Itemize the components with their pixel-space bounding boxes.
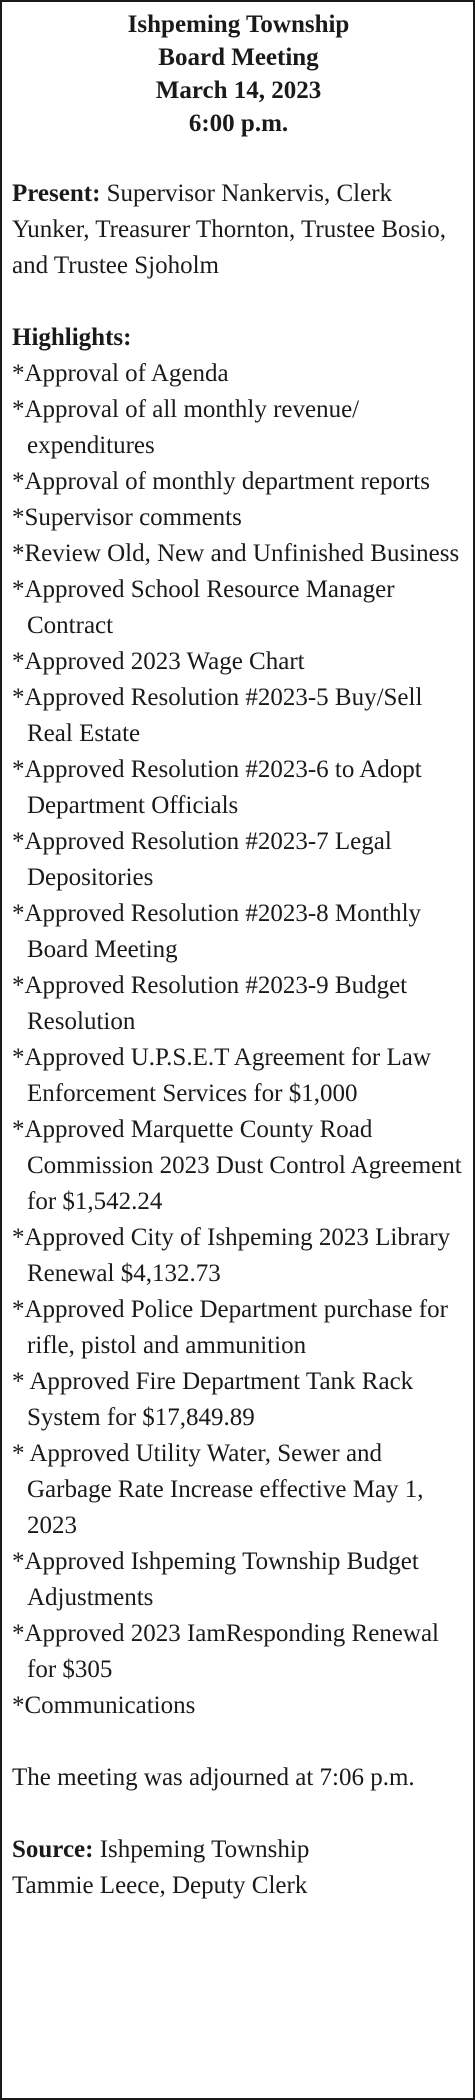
list-item: *Approval of all monthly revenue/ expenditures — [12, 396, 360, 459]
list-item: *Approval of monthly department reports — [12, 468, 430, 495]
list-item: *Review Old, New and Unfinished Business — [12, 540, 460, 567]
list-item: * Approved Utility Water, Sewer and Garbage Rate Increase effective May 1, 2023 — [12, 1440, 424, 1539]
list-item: *Approved Resolution #2023-7 Legal Depositories — [12, 828, 392, 891]
list-item: *Approved Resolution #2023-5 Buy/Sell Real Estate — [12, 684, 423, 747]
spacer — [12, 140, 465, 176]
list-item: *Approved School Resource Manager Contract — [12, 576, 395, 639]
list-item: *Approval of Agenda — [12, 360, 229, 387]
adjourned-text: The meeting was adjourned at 7:06 p.m. — [12, 1764, 415, 1791]
list-item: *Approved 2023 Wage Chart — [12, 648, 305, 675]
present-text: Supervisor Nankervis, Clerk Yunker, Treasurer Thornton, Trustee Bosio, and Trustee Sjoholm — [12, 180, 446, 279]
header-meeting-type: Board Meeting — [158, 44, 319, 71]
list-item: *Approved Resolution #2023-9 Budget Resolution — [12, 972, 408, 1035]
header-time: 6:00 p.m. — [188, 110, 289, 137]
spacer — [12, 1724, 465, 1760]
list-item: *Approved Police Department purchase for rifle, pistol and ammunition — [12, 1296, 448, 1359]
list-item: *Approved Marquette County Road Commission 2023 Dust Control Agreement for $1,542.24 — [12, 1116, 462, 1215]
list-item: *Approved Ishpeming Township Budget Adjustments — [12, 1548, 419, 1611]
highlights-title: Highlights: — [12, 324, 132, 351]
source-organization: Ishpeming Township — [93, 1836, 310, 1863]
source-author: Tammie Leece, Deputy Clerk — [12, 1872, 308, 1899]
source-label: Source: — [12, 1836, 94, 1863]
source-paragraph — [12, 1832, 465, 1868]
list-item: *Supervisor comments — [12, 504, 242, 531]
list-item: *Approved 2023 IamResponding Renewal for $305 — [12, 1620, 440, 1683]
present-label: Present: — [12, 180, 101, 207]
notice-header — [12, 8, 465, 140]
list-item: *Approved U.P.S.E.T Agreement for Law Enforcement Services for $1,000 — [12, 1044, 431, 1107]
list-item: *Approved Resolution #2023-8 Monthly Board Meeting — [12, 900, 422, 963]
list-item: *Approved City of Ishpeming 2023 Library Renewal $4,132.73 — [12, 1224, 451, 1287]
highlights-list — [12, 356, 465, 1724]
list-item: * Approved Fire Department Tank Rack System for $17,849.89 — [12, 1368, 414, 1431]
list-item: *Approved Resolution #2023-6 to Adopt Department Officials — [12, 756, 422, 819]
header-date: March 14, 2023 — [155, 77, 322, 104]
header-township: Ishpeming Township — [127, 11, 350, 38]
present-paragraph — [12, 176, 465, 284]
spacer — [12, 284, 465, 320]
list-item: *Communications — [12, 1692, 196, 1719]
spacer — [12, 1796, 465, 1832]
